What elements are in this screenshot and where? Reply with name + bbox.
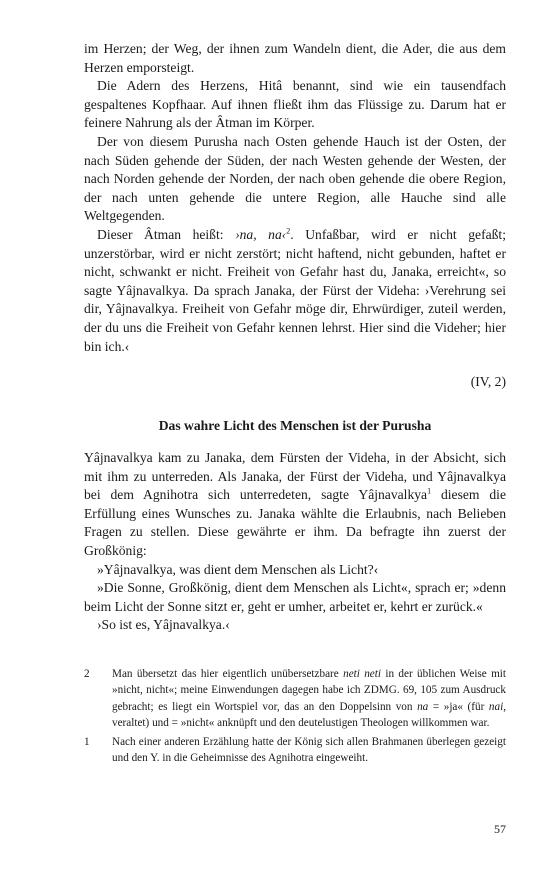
text-run: Dieser Âtman heißt: <box>97 226 236 242</box>
text-run: in der üblichen Weise mit »nicht, nicht«; meine Einwendungen dagegen habe ich ZDMG. 69, 105 zum Ausdruck gebracht; es liegt ein Wortspiel vor, das an den Doppelsinn von <box>112 668 507 713</box>
emphasis: neti neti <box>343 668 381 680</box>
paragraph <box>84 449 506 561</box>
paragraph: Die Adern des Herzens, Hitâ benannt, sind wie ein tausendfach gespaltenes Kopfhaar. Auf ihnen fließt ihm das Flüssige zu. Darum hat er feinere Nahrung als der Âtman im Körper. <box>84 78 506 131</box>
paragraph: »Yâjnavalkya, was dient dem Menschen als Licht?‹ <box>97 561 379 577</box>
paragraph: ›So ist es, Yâjnavalkya.‹ <box>97 617 230 633</box>
section-reference: (IV, 2) <box>470 374 506 389</box>
footnote <box>84 734 506 767</box>
footnotes <box>84 666 506 770</box>
paragraph: »Die Sonne, Großkönig, dient dem Menschen als Licht«, sprach er; »denn beim Licht der Sonne sitzt er, geht er umher, arbeitet er, kehrt er zurück.« <box>84 580 506 614</box>
section-2-text <box>84 449 506 635</box>
paragraph: im Herzen; der Weg, der ihnen zum Wandeln dient, die Ader, die aus dem Herzen emporsteigt. <box>84 41 506 75</box>
text-run: Yâjnavalkya kam zu Janaka, dem Fürsten der Videha, in der Absicht, sich mit ihm zu unterreden. Als Janaka, der Fürst der Videha, und Yâjnavalkya bei dem Agnihotra sich unterredeten, sagte Yâjnavalkya <box>84 450 506 503</box>
page-number: 57 <box>494 822 506 836</box>
footnote-number: 1 <box>84 736 90 749</box>
paragraph: Der von diesem Purusha nach Osten gehende Hauch ist der Osten, der nach Süden gehende der Süden, der nach Westen gehende der Westen, der nach Norden gehende der Norden, der nach oben gehende die obere Region, der nach unten gehende die untere Region, alle Hauche sind alle Weltgegenden. <box>84 133 506 224</box>
text-run: = »ja« (für <box>428 700 489 713</box>
footnote-ref-1: 1 <box>427 486 432 496</box>
text-run: . Unfaßbar, wird er nicht gefaßt; unzerstörbar, wird er nicht zerstört; nicht haftend, nicht gebunden, haftet er nicht, schwankt er nicht. Freiheit von Gefahr hast du, Janaka, erreicht«, so sagte Yâjnavalkya. Da sprach Janaka, der Fürst der Videha: ›Verehrung sei dir, Yâjnavalkya. Freiheit von Gefahr möge dir, Ehrwürdiger, zuteil werden, der du uns die Freiheit von Gefahr kennen lehrst. Hier sind die Videher; hier bin ich.‹ <box>84 226 506 354</box>
emphasis: nai <box>488 700 504 713</box>
footnote-number: 2 <box>84 668 90 680</box>
text-run: diesem die Erfüllung eines Wunsches zu. Janaka wählte die Erlaubnis, nach Belieben Fragen zu stellen. Diese gewährte er ihm. Da befragte ihn zuerst der Großkönig: <box>84 487 506 558</box>
footnote-text <box>112 666 506 731</box>
footnote-ref-2: 2 <box>286 226 291 236</box>
text-run: Man übersetzt das hier eigentlich unübersetzbare <box>112 668 344 680</box>
text-run: , veraltet) und = »nicht« anknüpft und den deutelustigen Theologen willkommen war. <box>112 700 506 729</box>
section-1-text <box>84 40 506 356</box>
emphasis: ›na, na‹ <box>235 226 287 242</box>
emphasis: na <box>417 700 429 713</box>
footnote <box>84 666 506 731</box>
footnote-text: Nach einer anderen Erzählung hatte der König sich allen Brahmanen überlegen gezeigt und den Y. in die Geheimnisse des Agnihotra eingeweiht. <box>112 736 506 765</box>
paragraph <box>84 226 506 356</box>
section-heading: Das wahre Licht des Menschen ist der Purusha <box>158 418 432 433</box>
